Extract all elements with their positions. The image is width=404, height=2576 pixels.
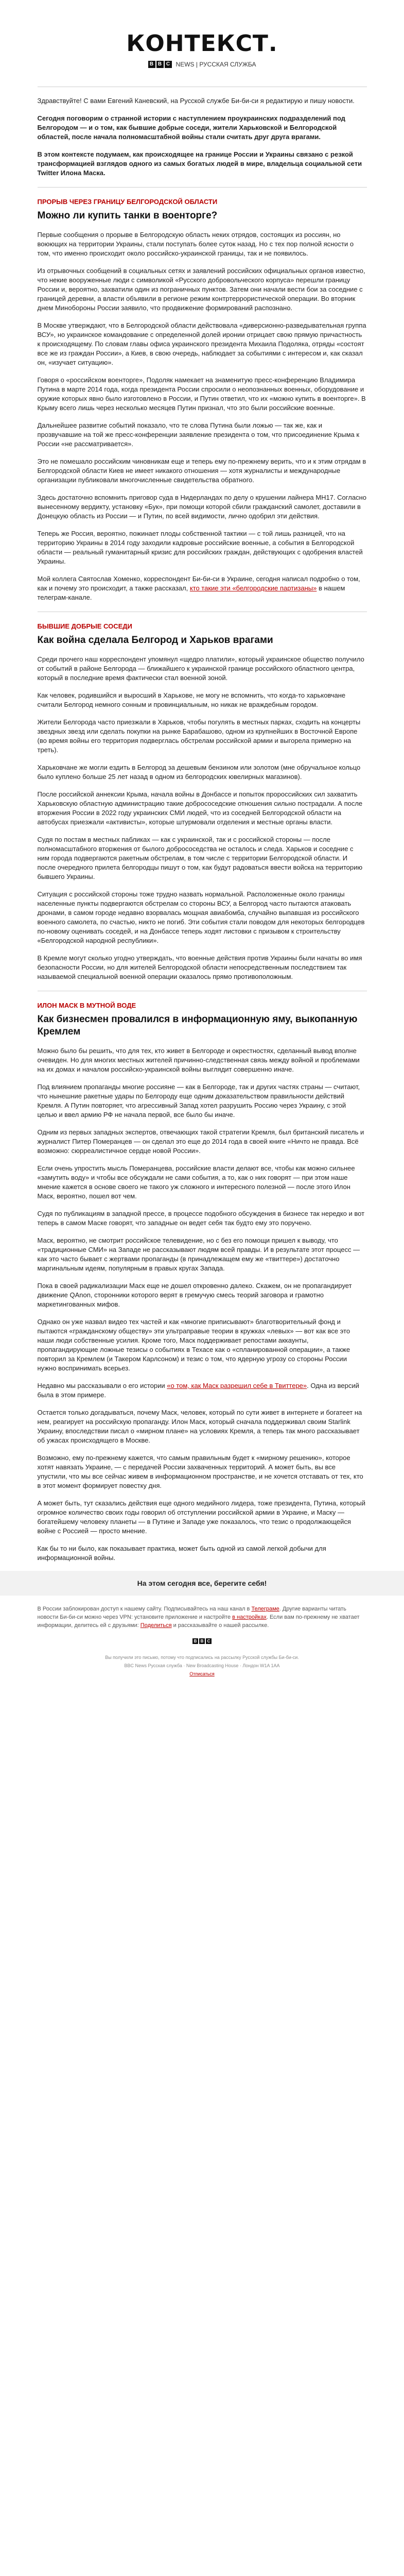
intro-paragraph: В этом контексте подумаем, как происходящее на границе России и Украины связано с резкой трансформацией взглядов одного из самых богатых людей в мире, владельца социальной сети Twitter Илона Маска. — [37, 150, 362, 177]
body-paragraph: В Москве утверждают, что в Белгородской области действовала «диверсионно-разведывательная группа ВСУ», но украинское командование с определенной долей иронии отрицает свою прямую причастность к происходящему. По словам главы офиса украинского президента Михаила Подоляка, отряды «состоят все же из граждан России», а Киев, в свою очередь, наблюдает за событиями с интересом и, как сказал он, «изучает ситуацию». — [37, 321, 366, 366]
body-paragraph: Возможно, ему по-прежнему кажется, что самым правильным будет к «мирному решению», которое хотят навязать Украине, — с передачей России захваченных территорий. А может быть, вы все упустили, что мы все сейчас живем в информационном пространстве, и не хочется отставать от тех, кто в этот момент формирует повестку дня. — [37, 1454, 363, 1489]
body-paragraph: В Кремле могут сколько угодно утверждать, что военные действия против Украины были начаты во имя безопасности России, но для жителей Белгородской области непосредственным последствием так называемой специальной военной операции оказалось прямо противоположным. — [37, 954, 362, 980]
divider — [38, 187, 367, 188]
body-paragraph: Как человек, родившийся и выросший в Харькове, не могу не вспомнить, что когда-то харьковчане считали Белгород немного сонным и провинциальным, но никак не враждебным городом. — [37, 691, 346, 708]
body-paragraph: Пока в своей радикализации Маск еще не дошел откровенно далеко. Скажем, он не пропагандирует движение QAnon, сторонники которого верят в гремучую смесь теорий заговора и грамотно маркетингованных мифов. — [37, 1282, 352, 1308]
body-paragraph: Говоря о «российском военторге», Подоляк намекает на знаменитую пресс-конференцию Владимира Путина в марте 2014 года, когда президента России спросили о неопознанных военных, оборудование и оружие которых явно было изготовлено в России, и Путин ответил, что их «можно купить в военторге». В Крыму всего лишь через несколько месяцев Путин признал, что это были российские военные. — [37, 376, 366, 412]
body-paragraph: Ситуация с российской стороны тоже трудно назвать нормальной. Расположенные около границы населенные пункты подвергаются обстрелам со стороны ВСУ, а Белгород часто пытаются атаковать дронами, в самом городе недавно взорвалась мощная авиабомба, случайно выпавшая из российского военного самолета, по счастью, никто не погиб. Эти события стали поводом для некоторых белгородцев по-новому оценивать соседей, и на Донбассе теперь ходят листовки с призывом к строительству «Белгородской народной республики». — [37, 890, 365, 944]
body-paragraph: Среди прочего наш корреспондент упомянул «щедро платили», который украинское общество получило от событий в районе Белгорода — ближайшего к украинской границе российского областного центра, который в последние время фактически стал военной зоной. — [37, 655, 364, 682]
section-tag: БЫВШИЕ ДОБРЫЕ СОСЕДИ — [37, 622, 132, 630]
body-paragraph: Маск, вероятно, не смотрит российское телевидение, но с без его помощи пришел к выводу, что «традиционные СМИ» на Западе не рассказывают людям всей правды. И в результате этот процесс — как это часто бывает с жертвами пропаганды (в принадлежащем ему же «твиттере») достаточно маргинальным идеям, популярным в правых кругах Запада. — [37, 1236, 360, 1272]
body-paragraph: Это не помешало российским чиновникам еще и теперь ему по-прежнему верить, что и к этим отрядам в Белгородской области Киев не имеет никакого отношения — хотя журналисты и международные организации публиковали многочисленные свидетельства обратного. — [37, 457, 366, 484]
body-paragraph: Теперь же Россия, вероятно, пожинает плоды собственной тактики — с той лишь разницей, что на территорию Украины в 2014 году заходили кадровые российские военные, а события в Белгородской области — реальный гуманитарный кризис для российских граждан, действующих с одобрения властей Украины. — [37, 530, 363, 565]
footer — [38, 1596, 367, 1699]
section-tag: ПРОРЫВ ЧЕРЕЗ ГРАНИЦУ БЕЛГОРОДСКОЙ ОБЛАСТИ — [37, 198, 218, 206]
section-heading: Как война сделала Белгород и Харьков врагами — [37, 635, 273, 646]
section-heading: Можно ли купить танки в военторге? — [37, 210, 218, 221]
service-name: NEWS | РУССКАЯ СЛУЖБА — [175, 61, 256, 68]
body-paragraph: Остается только догадываться, почему Маск, человек, который по сути живет в интернете и богатеет на нем, реагирует на российскую пропаганду. Илон Маск, который сначала поддерживал своим Starlink Украину, впоследствии писал о «мирном плане» на условиях Кремля, а теперь так много рассказывает об ужасах происходящего в Москве. — [37, 1409, 362, 1444]
bbc-news-russian-logo — [0, 61, 404, 68]
body-paragraph: Здесь достаточно вспомнить приговор суда в Нидерландах по делу о крушении лайнера MH17. Согласно вынесенному вердикту, установку «Бук», при помощи которой сбили гражданский самолет, доставили в Донецкую область из России — и Путин, по всей видимости, лично одобрил эти действия. — [37, 494, 366, 520]
intro-paragraph: Сегодня поговорим о странной истории с наступлением проукраинских подразделений под Белгородом — и о том, как бывшие добрые соседи, жители Харьковской и Белгородской областей, после начала полномасштабной войны стали считать друг друга врагами. — [37, 114, 345, 141]
musk-twitter-link[interactable]: «о том, как Маск разрешил себе в Твиттере» — [167, 1382, 307, 1389]
body-paragraph: А может быть, тут сказались действия еще одного медийного лидера, тоже президента, Путина, который огромное количество своих годы говорил об отступлении российской армии в Украине, и Маску — богатейшему человеку планеты — в Путине и Западе уже показалось, что тезис о продолжающейся войне с Россией — просто мнение. — [37, 1499, 365, 1535]
body-paragraph: Дальнейшее развитие событий показало, что те слова Путина были ложью — так же, как и прозвучавшие на той же пресс-конференции заявление президента о том, что присоединение Крыма к России «не рассматривается». — [37, 421, 360, 448]
closing-banner: На этом сегодня все, берегите себя! — [0, 1571, 404, 1596]
footer-bbc-logo — [38, 1637, 367, 1645]
kontekst-logo: КОНТЕКСТ. — [126, 30, 278, 57]
body-paragraph: Недавно мы рассказывали о его истории «о том, как Маск разрешил себе в Твиттере». Одна из версий была в этом примере. — [37, 1382, 359, 1399]
footer-legal: Вы получили это письмо, потому что подписались на рассылку Русской службы Би-би-си. BBC News Русская служба · New Broadcasting House · Лондон W1A 1AA Отписаться — [105, 1655, 299, 1676]
greeting: Здравствуйте! С вами Евгений Каневский, на Русской службе Би-би-си я редактирую и пишу новости. — [37, 97, 355, 105]
header — [0, 0, 404, 77]
bbc-blocks-icon: B B C — [192, 1638, 212, 1644]
telegram-link[interactable]: Телеграме — [251, 1606, 279, 1612]
body-paragraph: Харьковчане же могли ездить в Белгород за дешевым бензином или золотом (мне обручальное кольцо было куплено больше 25 лет назад в одном из белгородских ювелирных магазинов). — [37, 764, 361, 781]
partisans-link[interactable]: кто такие эти «белгородские партизаны» — [189, 584, 317, 592]
body-paragraph: Судя по публикациям в западной прессе, в процессе подобного обсуждения в бизнесе так нередко и вот теперь в самом Маске говорят, что западные он ведет себя так будто ему это поручено. — [37, 1210, 365, 1227]
bbc-blocks-icon: B B C — [148, 61, 172, 68]
unsubscribe-link[interactable]: Отписаться — [189, 1671, 215, 1676]
body-paragraph: Можно было бы решить, что для тех, кто живет в Белгороде и окрестностях, сделанный вывод вполне очевиден. Но для многих местных жителей причинно-следственная связь между войной и проблемами на их домах и началом российско-украинской войны выглядит совершенно иначе. — [37, 1047, 360, 1073]
body-paragraph: Однако он уже назвал видео тех частей и как «многие приписывают» благотворительный фонд и пытаются «гражданскому обществу» эти ультраправые теории в кружках «левых» — вот как все это наши люди собственные усилия. Кроме того, Маск поддерживает репостами аккаунты, пропагандирующие ложные тезисы о событиях в Техасе как о «спланированной операции», а также повторил за Кремлем (и Такером Карлсоном) и тезис о том, что ядерную угрозу со стороны России нужно воспринимать всерьез. — [37, 1318, 350, 1372]
section-heading: Как бизнесмен провалился в информационную яму, выкопанную Кремлем — [37, 1014, 358, 1037]
body-paragraph: Как бы то ни было, как показывает практика, может быть одной из самой легкой добычи для информационной войны. — [37, 1545, 326, 1562]
body-paragraph: Под влиянием пропаганды многие россияне — как в Белгороде, так и других частях страны — считают, что нынешние ракетные удары по Белгороду еще одним доказательством правильности действий Кремля. А Путин повторяет, что агрессивный Запад хотел разрушить Россию через Украину, с этой целью и ввел армию РФ не начала первой, все было бы иначе. — [37, 1083, 360, 1118]
body-paragraph: Первые сообщения о прорыве в Белгородскую область неких отрядов, состоящих из россиян, но воюющих на территории Украины, стали поступать более суток назад. Но с тех пор полной ясности о том, что именно происходит около российско-украинской границы, так и не появилось. — [37, 231, 354, 257]
body-paragraph: Из отрывочных сообщений в социальных сетях и заявлений российских официальных органов известно, что некие вооруженные люди с символикой «Русского добровольческого корпуса» перешли границу России и, вероятно, захватили один из пограничных пунктов. Затем они начали вести бои за соседние с границей деревни, а власти объявили в регионе режим контртеррористической операции. Во вторник днем Минобороны России заявило, что продвижение формирований распознано. — [37, 267, 365, 312]
vpn-settings-link[interactable]: в настройках — [232, 1614, 267, 1620]
body-paragraph: Если очень упростить мысль Померанцева, российские власти делают все, чтобы как можно сильнее «замутить воду» и чтобы все обсуждали не сами события, а то, как о них говорят — при этом наше мнение кажется в основе своего не такого уж сложного и интересного полезной — после этого Илон Маск, вероятно, пошел вот чем. — [37, 1164, 355, 1200]
body-paragraph: Судя по постам в местных пабликах — как с украинской, так и с российской стороны — после полномасштабного вторжения от былого добрососедства не осталось и следа. Харьков и соседние с ним города подвергаются ракетным обстрелам, в том числе с территории Белгородской области. И после очередного прилета белгородцы пишут о том, как будут радоваться ввести войска на территорию бывшего Украины. — [37, 836, 363, 880]
section-tag: ИЛОН МАСК В МУТНОЙ ВОДЕ — [37, 1002, 136, 1009]
body-paragraph: Жители Белгорода часто приезжали в Харьков, чтобы погулять в местных парках, сходить на концерты звездных звезд или сделать покупки на рынке Барабашово, одном из крупнейших в Восточной Европе (во время войны его территория подверглась обстрелам российской армии и выгорела примерно на треть). — [37, 718, 361, 754]
body-paragraph: После российской аннексии Крыма, начала войны в Донбассе и попыток пророссийских сил захватить Харьковскую областную администрацию такие добрососедские отношения сильно пострадали. А после вторжения России в 2022 году украинских СМИ людей, что из соседней Белгородской области на автобусах приезжали «активисты», которые штурмовали отделения и местные органы власти. — [37, 790, 363, 826]
main-content — [38, 87, 367, 1563]
body-paragraph: Одним из первых западных экспертов, отвечающих такой стратегии Кремля, был британский писатель и журналист Питер Померанцев — он сделал это еще до 2014 года в своей книге «Ничто не правда. Всё возможно: сюрреалистичное сердце новой России». — [37, 1128, 364, 1155]
body-paragraph: Мой коллега Святослав Хоменко, корреспондент Би-би-си в Украине, сегодня написал подробно о том, как и почему это происходит, а также рассказал, кто такие эти «белгородские партизаны» в нашем телеграм-канале. — [37, 575, 360, 601]
share-link[interactable]: Поделиться — [140, 1622, 172, 1629]
footer-note: В России заблокирован доступ к нашему сайту. Подписывайтесь на наш канал в Телеграме. Другие варианты читать новости Би-би-си можно через VPN: установите приложение и настройте в настройках. Если вам по-прежнему не хватает информации, делитесь ей с друзьями: Поделиться и рассказывайте о нашей рассылке. — [37, 1606, 360, 1629]
